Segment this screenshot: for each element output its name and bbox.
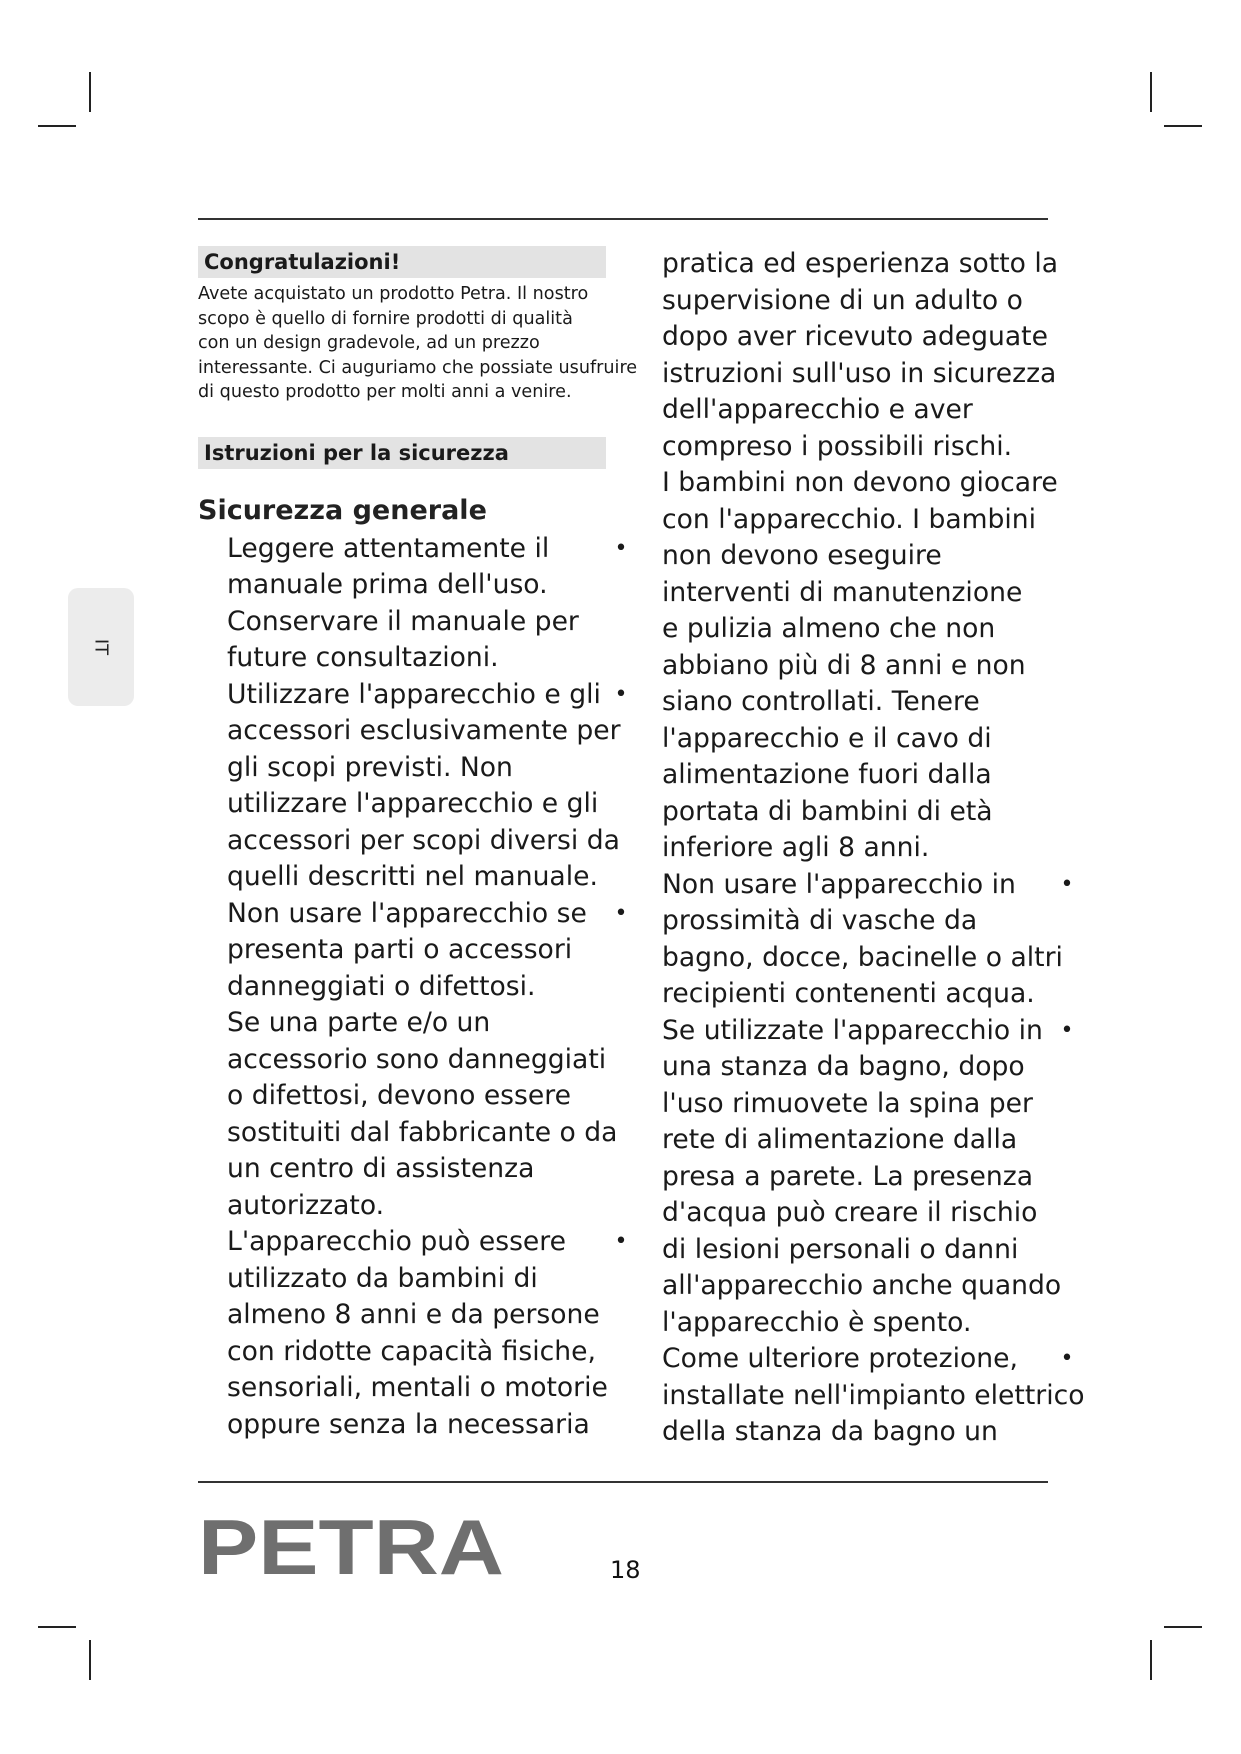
text-line: e pulizia almeno che non xyxy=(662,613,996,644)
item-line: della stanza da bagno un xyxy=(662,1416,998,1447)
text-line: dopo aver ricevuto adeguate xyxy=(662,321,1048,352)
item-line: d'acqua può creare il rischio xyxy=(662,1197,1038,1228)
item-line: Utilizzare l'apparecchio e gli xyxy=(227,678,601,710)
item-line: autorizzato. xyxy=(227,1189,385,1221)
list-item xyxy=(198,677,636,896)
crop-mark xyxy=(1150,1640,1152,1680)
text-line: dell'apparecchio e aver xyxy=(662,394,973,425)
intro-line: scopo è quello di fornire prodotti di qualità xyxy=(198,308,573,329)
item-line: una stanza da bagno, dopo xyxy=(662,1051,1025,1082)
petra-logo xyxy=(198,1514,508,1580)
item-line: manuale prima dell'uso. xyxy=(227,569,548,601)
text-line: inferiore agli 8 anni. xyxy=(662,832,930,863)
list-item xyxy=(198,531,636,677)
crop-mark xyxy=(38,1626,76,1628)
item-line: di lesioni personali o danni xyxy=(662,1233,1019,1265)
item-line: Non usare l'apparecchio se xyxy=(227,897,587,929)
item-line: bagno, docce, bacinelle o altri xyxy=(662,941,1063,973)
text-line: interventi di manutenzione xyxy=(662,576,1023,608)
item-line: danneggiati o difettosi. xyxy=(227,970,536,1002)
list-item xyxy=(662,867,1082,1013)
crop-mark xyxy=(38,125,76,127)
item-line: oppure senza la necessaria xyxy=(227,1408,590,1440)
item-line: gli scopi previsti. Non xyxy=(227,751,513,783)
item-line: o difettosi, devono essere xyxy=(227,1080,571,1112)
bottom-rule xyxy=(198,1481,1048,1483)
text-line: abbiano più di 8 anni e non xyxy=(662,649,1026,681)
item-line: prossimità di vasche da xyxy=(662,905,978,936)
intro-line: interessante. Ci auguriamo che possiate usufruire xyxy=(198,357,638,378)
left-bullet-list xyxy=(198,531,636,1444)
text-line: con l'apparecchio. I bambini xyxy=(662,503,1037,535)
item-line: l'uso rimuovete la spina per xyxy=(662,1087,1033,1119)
item-line: accessorio sono danneggiati xyxy=(227,1043,607,1075)
crop-mark xyxy=(89,72,91,112)
item-line: future consultazioni. xyxy=(227,642,499,674)
bullet-icon: • xyxy=(614,535,628,561)
page-number: 18 xyxy=(610,1556,641,1584)
text-line: non devono eseguire xyxy=(662,540,942,571)
item-line: un centro di assistenza xyxy=(227,1153,535,1185)
crop-mark xyxy=(89,1640,91,1680)
item-line: installate nell'impianto elettrico xyxy=(662,1379,1085,1411)
item-line: Leggere attentamente il xyxy=(227,532,550,564)
language-tab-label: IT xyxy=(90,638,112,656)
item-line: utilizzare l'apparecchio e gli xyxy=(227,788,599,820)
crop-mark xyxy=(1164,125,1202,127)
intro-paragraph xyxy=(198,282,636,405)
item-line: presenta parti o accessori xyxy=(227,934,573,966)
intro-heading: Congratulazioni! xyxy=(198,246,606,278)
intro-line: con un design gradevole, ad un prezzo xyxy=(198,333,540,354)
text-line: compreso i possibili rischi. xyxy=(662,430,1013,462)
bullet-icon: • xyxy=(1060,871,1074,897)
bullet-icon: • xyxy=(1060,1017,1074,1043)
item-line: recipienti contenenti acqua. xyxy=(662,978,1035,1009)
item-line: Conservare il manuale per xyxy=(227,605,579,637)
bullet-icon: • xyxy=(614,1229,628,1255)
bullet-icon: • xyxy=(614,900,628,926)
list-item xyxy=(662,1341,1085,1451)
continuation-paragraph xyxy=(662,246,1082,867)
text-line: pratica ed esperienza sotto la xyxy=(662,248,1059,279)
item-line: quelli descritti nel manuale. xyxy=(227,861,598,893)
text-line: alimentazione fuori dalla xyxy=(662,759,992,790)
item-line: accessori esclusivamente per xyxy=(227,715,621,747)
item-line: almeno 8 anni e da persone xyxy=(227,1299,600,1331)
bullet-icon: • xyxy=(1060,1346,1074,1371)
crop-mark xyxy=(1164,1626,1202,1628)
item-line: Se una parte e/o un xyxy=(227,1007,491,1039)
item-line: Se utilizzate l'apparecchio in xyxy=(662,1014,1043,1046)
item-line: sensoriali, mentali o motorie xyxy=(227,1372,608,1404)
safety-section-heading: Istruzioni per la sicurezza xyxy=(198,437,606,469)
item-line: L'apparecchio può essere xyxy=(227,1226,567,1258)
text-line: I bambini non devono giocare xyxy=(662,467,1058,498)
intro-line: Avete acquistato un prodotto Petra. Il nostro xyxy=(198,284,589,304)
bullet-icon: • xyxy=(614,681,628,707)
item-line: utilizzato da bambini di xyxy=(227,1262,538,1294)
top-rule xyxy=(198,218,1048,220)
item-line: sostituiti dal fabbricante o da xyxy=(227,1116,618,1148)
left-column xyxy=(198,246,636,1443)
item-line: l'apparecchio è spento. xyxy=(662,1306,972,1338)
text-line: l'apparecchio e il cavo di xyxy=(662,722,992,754)
item-line: con ridotte capacità fisiche, xyxy=(227,1335,596,1367)
intro-line: di questo prodotto per molti anni a venire. xyxy=(198,382,572,403)
right-column xyxy=(662,246,1085,1451)
text-line: siano controllati. Tenere xyxy=(662,686,980,717)
item-line: Come ulteriore protezione, xyxy=(662,1343,1018,1374)
list-item xyxy=(198,896,636,1225)
item-line: rete di alimentazione dalla xyxy=(662,1124,1018,1155)
logo-text: PETRA xyxy=(198,1514,504,1580)
list-item xyxy=(662,1013,1082,1342)
general-safety-heading: Sicurezza generale xyxy=(198,494,487,526)
crop-mark xyxy=(1150,72,1152,112)
language-tab xyxy=(68,588,134,706)
item-line: all'apparecchio anche quando xyxy=(662,1270,1062,1301)
list-item xyxy=(198,1224,636,1443)
item-line: Non usare l'apparecchio in xyxy=(662,868,1016,900)
text-line: istruzioni sull'uso in sicurezza xyxy=(662,357,1057,389)
item-line: presa a parete. La presenza xyxy=(662,1160,1034,1192)
text-line: portata di bambini di età xyxy=(662,795,993,827)
text-line: supervisione di un adulto o xyxy=(662,284,1023,316)
item-line: accessori per scopi diversi da xyxy=(227,824,620,856)
